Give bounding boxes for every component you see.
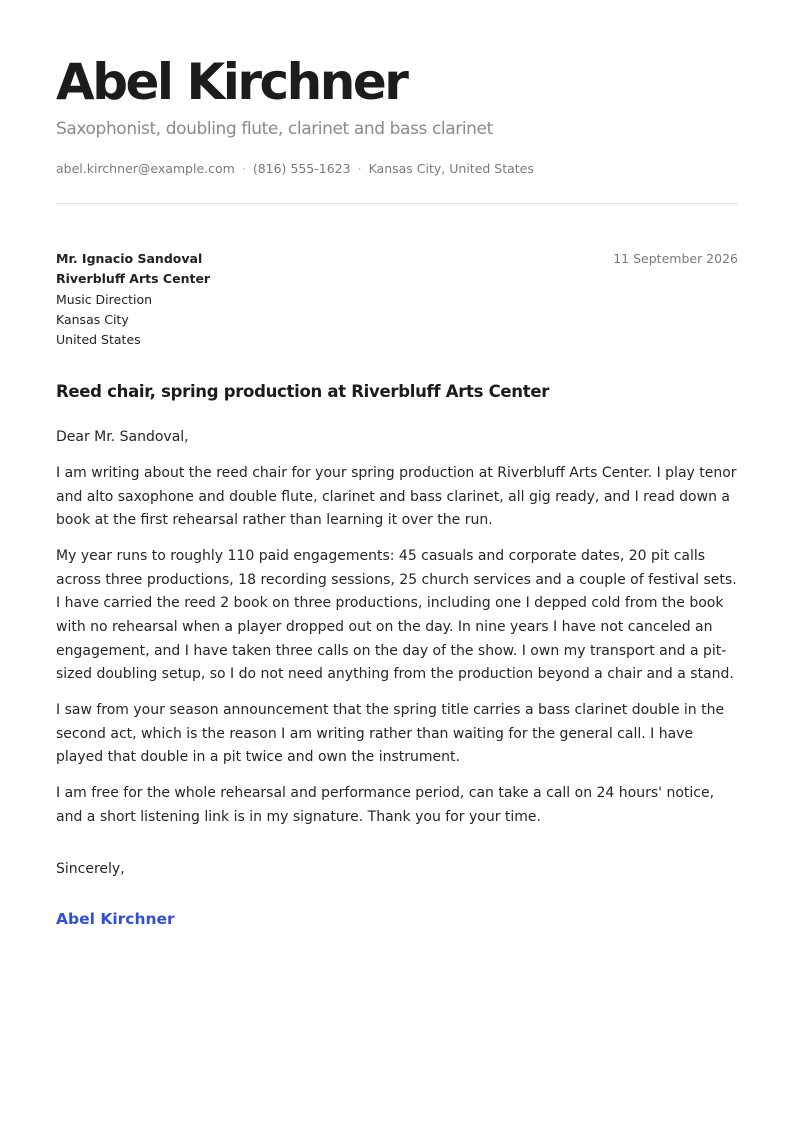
letter-date: 11 September 2026: [613, 251, 738, 266]
applicant-title: Saxophonist, doubling flute, clarinet and bass clarinet: [56, 119, 493, 139]
contact-separator: ·: [241, 161, 246, 176]
letter-body: [56, 426, 738, 842]
contact-location: Kansas City, United States: [368, 161, 534, 176]
contact-line: [56, 161, 534, 176]
recipient-block: [56, 249, 210, 350]
salutation: Dear Mr. Sandoval,: [56, 429, 189, 445]
body-paragraph: My year runs to roughly 110 paid engagements: 45 casuals and corporate dates, 20 pit calls across three productions, 18 recording sessions, 25 church services and a couple of festival sets. I have carried the reed 2 book on three productions, including one I depped cold from the book with no rehearsal when a player dropped out on the day. In nine years I have not canceled an engagement, and I have taken three calls on the day of the show. I own my transport and a pit-sized doubling setup, so I do not need anything from the production beyond a chair and a stand.: [56, 548, 737, 683]
applicant-name: Abel Kirchner: [56, 53, 407, 111]
recipient-city: Kansas City: [56, 311, 129, 327]
recipient-department: Music Direction: [56, 291, 153, 307]
body-paragraph: I am writing about the reed chair for your spring production at Riverbluff Arts Center. I play tenor and alto saxophone and double flute, clarinet and bass clarinet, all gig ready, and I read down a book at the first rehearsal rather than learning it over the run.: [56, 464, 737, 529]
recipient-name: Mr. Ignacio Sandoval: [56, 251, 203, 266]
contact-email[interactable]: abel.kirchner@example.com: [56, 161, 235, 176]
signature-name: Abel Kirchner: [56, 910, 175, 928]
header-divider: [56, 203, 738, 204]
contact-phone[interactable]: (816) 555-1623: [252, 161, 351, 176]
body-paragraph: I am free for the whole rehearsal and performance period, can take a call on 24 hours' notice, and a short listening link is in my signature. Thank you for your time.: [56, 785, 715, 825]
recipient-organization: Riverbluff Arts Center: [56, 271, 211, 287]
letter-subject: Reed chair, spring production at Riverbluff Arts Center: [56, 382, 550, 401]
body-paragraph: I saw from your season announcement that the spring title carries a bass clarinet double in the second act, which is the reason I am writing rather than waiting for the general call. I have played that double in a pit twice and own the instrument.: [56, 702, 725, 766]
closing: Sincerely,: [56, 861, 125, 877]
recipient-country: United States: [56, 332, 141, 348]
contact-separator: ·: [357, 161, 362, 176]
